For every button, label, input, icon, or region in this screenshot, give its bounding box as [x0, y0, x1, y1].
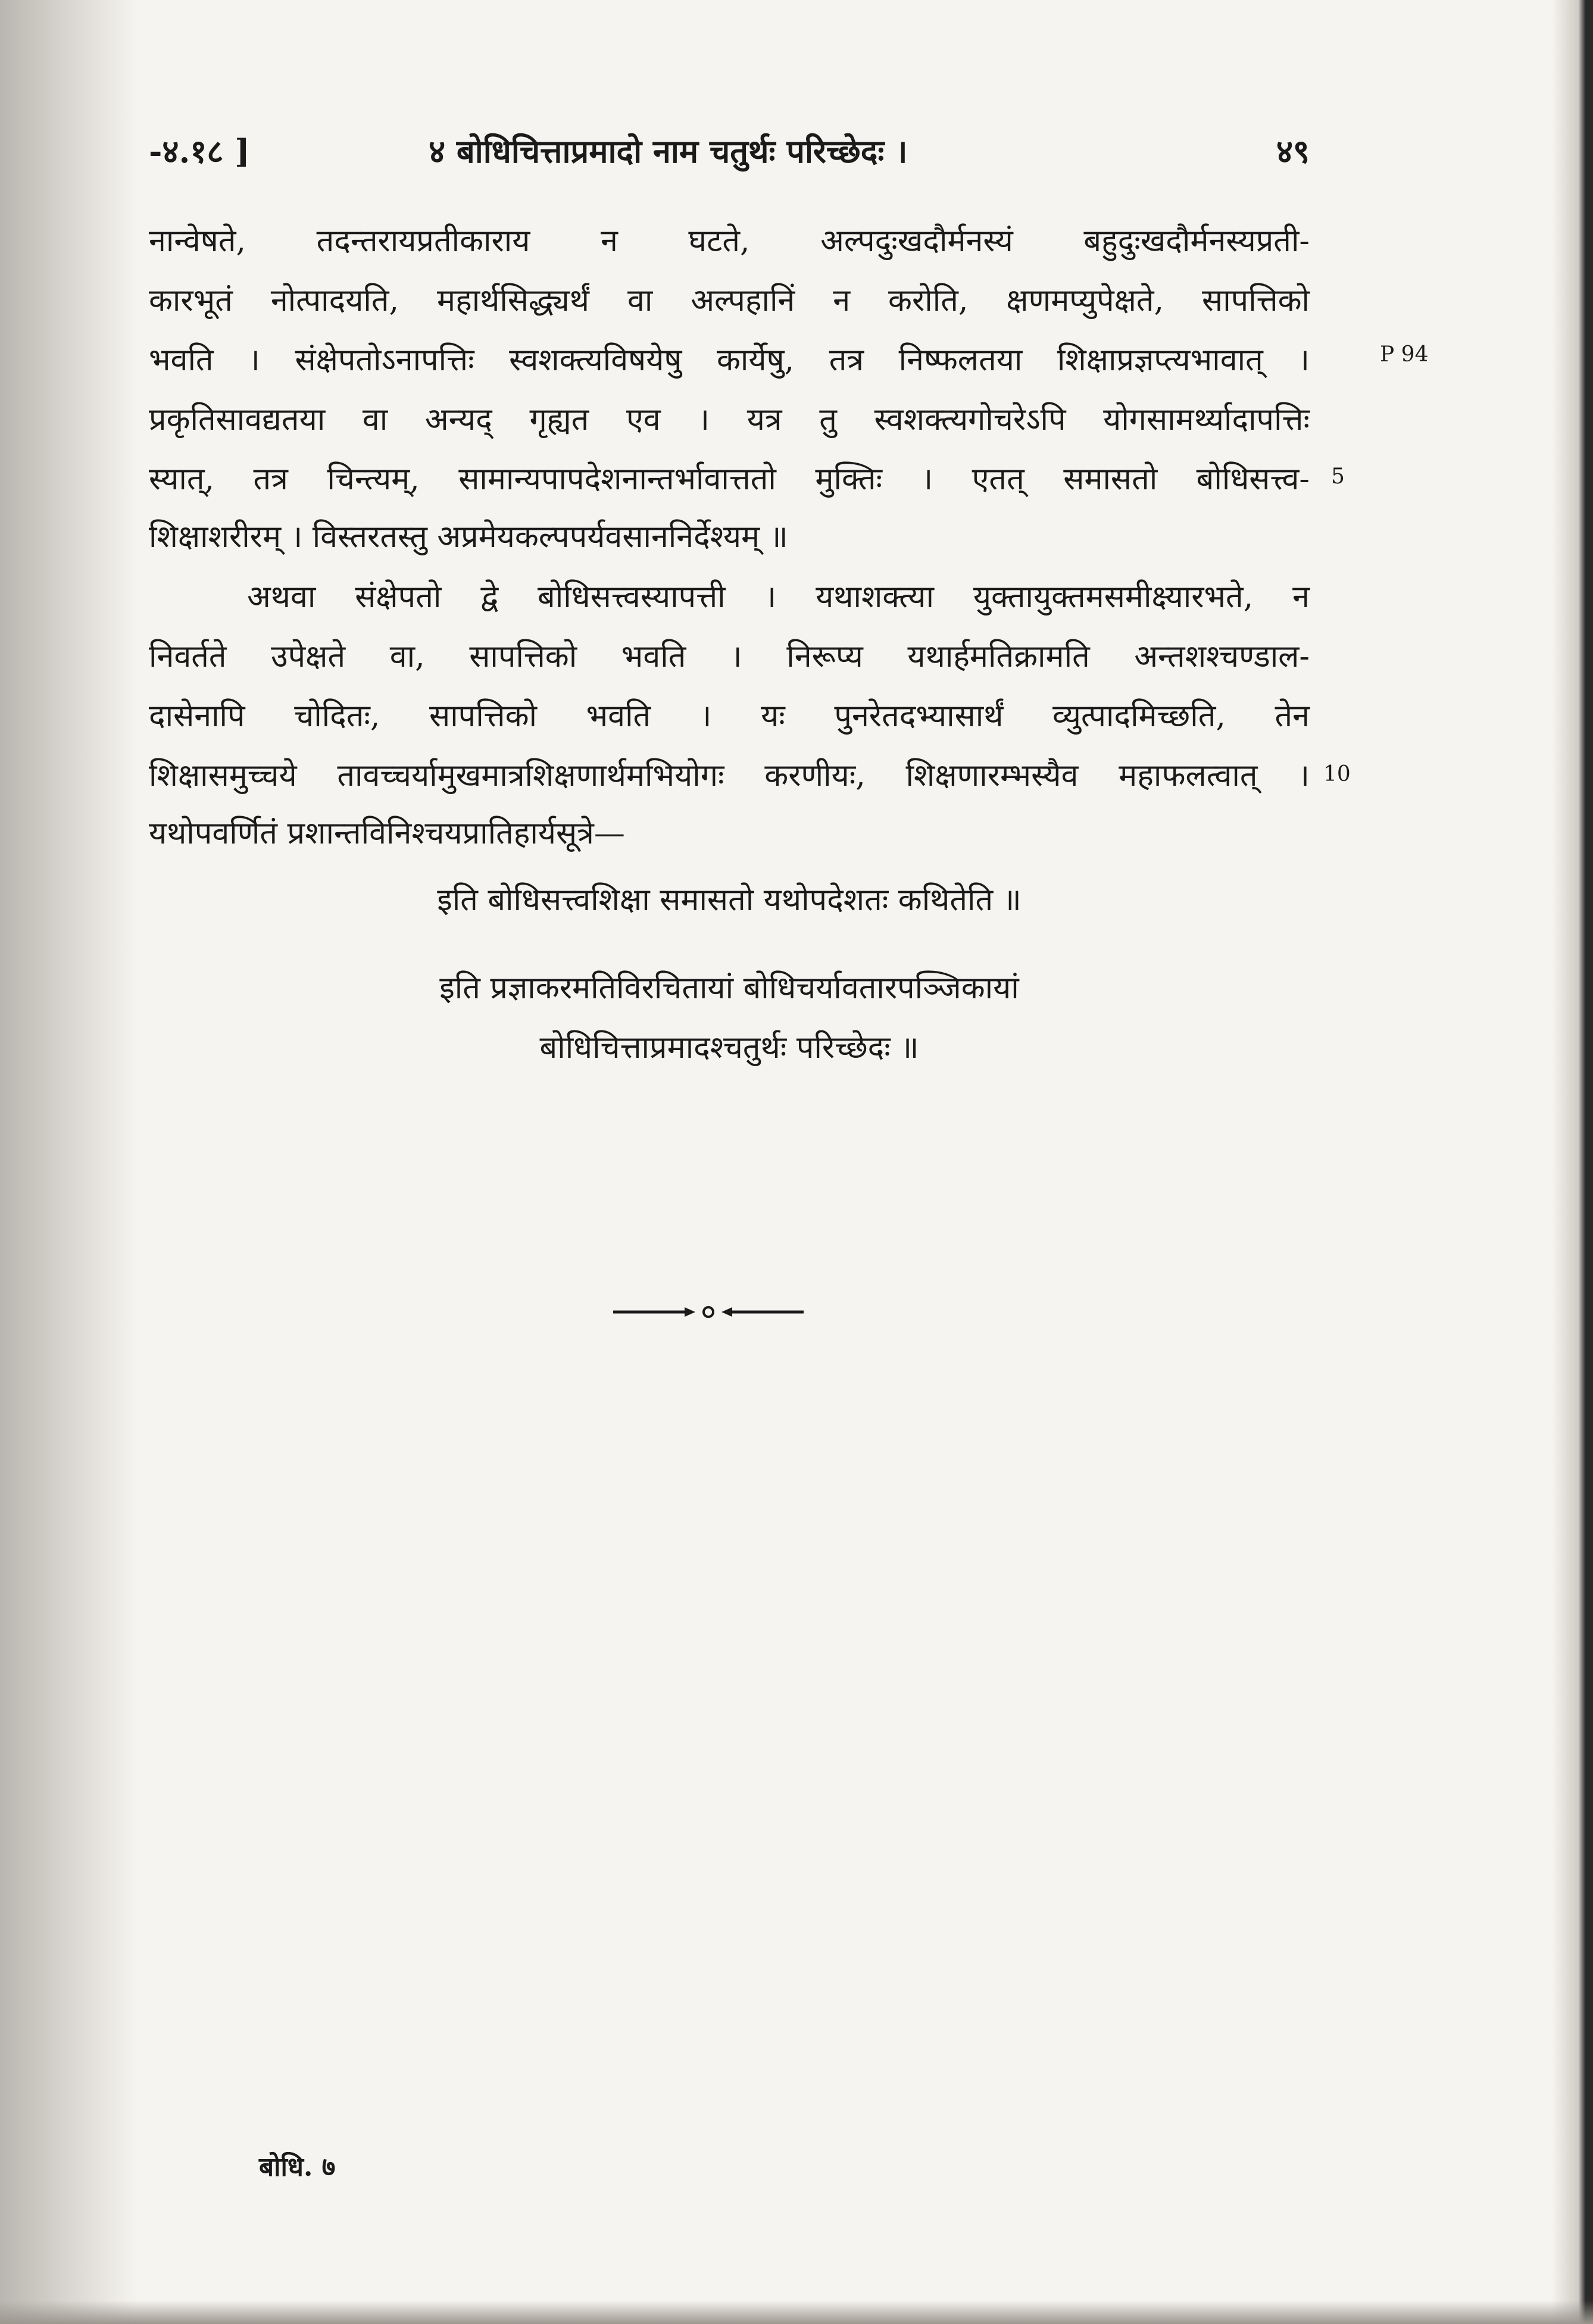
text-line: भवति । संक्षेपतोऽनापत्तिः स्वशक्त्यविषयेषु कार्येषु, तत्र निष्फलतया शिक्षाप्रज्ञप्त्यभावात् । — [149, 342, 1310, 378]
colophon-line: इति प्रज्ञाकरमतिविरचितायां बोधिचर्यावतारपञ्जिकायां — [439, 970, 1019, 1006]
text-line: शिक्षासमुच्चये तावच्चर्यामुखमात्रशिक्षणार्थमभियोगः करणीयः, शिक्षणारम्भस्यैव महाफलत्वात् । — [149, 758, 1310, 794]
text-line: दासेनापि चोदितः, सापत्तिको भवति । यः पुनरेतदभ्यासार्थं व्युत्पादमिच्छति, तेन — [149, 698, 1310, 734]
text-line: निवर्तते उपेक्षते वा, सापत्तिको भवति । निरूप्य यथार्हमतिक्रामति अन्तशश्चण्डाल- — [149, 639, 1310, 674]
text-line: प्रकृतिसावद्यतया वा अन्यद् गृह्यत एव । यत्र तु स्वशक्त्यगोचरेऽपि योगसामर्थ्यादापत्तिः — [149, 402, 1310, 438]
text-line: कारभूतं नोत्पादयति, महार्थसिद्ध्यर्थं वा अल्पहानिं न करोति, क्षणमप्युपेक्षते, सापत्तिको — [149, 283, 1310, 318]
scan-shadow-right — [1551, 0, 1593, 2324]
text-line: नान्वेषते, तदन्तरायप्रतीकाराय न घटते, अल्पदुःखदौर्मनस्यं बहुदुःखदौर्मनस्यप्रती- — [149, 223, 1310, 259]
verse-line: इति बोधिसत्त्वशिक्षा समासतो यथोपदेशतः कथितेति ॥ — [437, 882, 1022, 918]
line-number-10: 10 — [1323, 762, 1351, 786]
section-reference: -४.१८ ] — [149, 132, 250, 170]
line-number-5: 5 — [1331, 464, 1345, 489]
text-line: स्यात्, तत्र चिन्त्यम्, सामान्यपापदेशनान्तर्भावात्ततो मुक्तिः । एतत् समासतो बोधिसत्त्व- — [149, 461, 1310, 497]
chapter-title: ४ बोधिचित्ताप्रमादो नाम चतुर्थः परिच्छेदः । — [429, 132, 908, 170]
ornament-divider — [613, 1300, 804, 1324]
colophon-line: बोधिचित्ताप्रमादश्चतुर्थः परिच्छेदः ॥ — [539, 1030, 919, 1066]
page-number: ४९ — [1276, 132, 1310, 170]
signature-mark: बोधि. ७ — [259, 2152, 336, 2182]
text-line: शिक्षाशरीरम् । विस्तरतस्तु अप्रमेयकल्पपर्यवसाननिर्देश्यम् ॥ — [149, 519, 788, 555]
scan-shadow-left — [0, 0, 137, 2324]
running-header — [149, 128, 1310, 182]
text-line: यथोपवर्णितं प्रशान्तविनिश्चयप्रातिहार्यसूत्रे— — [149, 816, 625, 851]
scan-shadow-bottom — [0, 2300, 1593, 2324]
margin-page-reference: P 94 — [1380, 342, 1429, 367]
text-line: अथवा संक्षेपतो द्वे बोधिसत्त्वस्यापत्ती । यथाशक्त्या युक्तायुक्तमसमीक्ष्यारभते, न — [247, 579, 1310, 615]
